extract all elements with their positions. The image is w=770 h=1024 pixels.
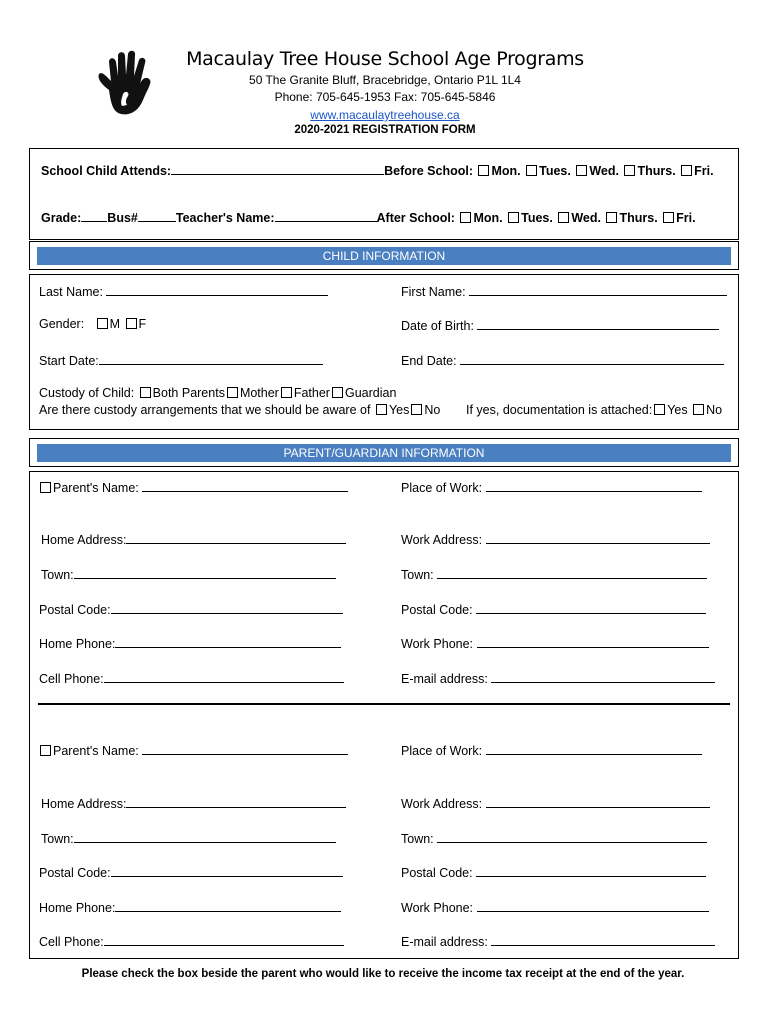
work-town-label: Town: (401, 568, 434, 582)
parent1-work-address-field[interactable] (486, 531, 710, 544)
parent2-postal-code-field[interactable] (111, 864, 343, 877)
after-wed-checkbox[interactable] (558, 212, 569, 223)
parent1-town-field[interactable] (74, 566, 336, 579)
after-school-label: After School: (376, 211, 455, 225)
grade-row (41, 209, 696, 225)
parent-divider (38, 703, 730, 705)
town-label: Town: (41, 568, 74, 582)
cell-phone-label: Cell Phone: (39, 935, 104, 949)
custody-guardian-checkbox[interactable] (332, 387, 343, 398)
custody-both-checkbox[interactable] (140, 387, 151, 398)
parent2-name-field[interactable] (142, 742, 348, 755)
home-address-label: Home Address: (41, 797, 127, 811)
parent2-work-town-field[interactable] (437, 830, 707, 843)
place-of-work-label: Place of Work: (401, 481, 483, 495)
end-date-field[interactable] (460, 352, 724, 365)
child-section-title: CHILD INFORMATION (37, 247, 731, 265)
home-phone-label: Home Phone: (39, 901, 116, 915)
after-tues-checkbox[interactable] (508, 212, 519, 223)
day-label: Tues. (539, 164, 571, 178)
end-date-label: End Date: (401, 354, 457, 368)
before-wed-checkbox[interactable] (576, 165, 587, 176)
school-row (41, 162, 714, 178)
postal-code-label: Postal Code: (39, 866, 111, 880)
work-address-label: Work Address: (401, 533, 483, 547)
dob-label: Date of Birth: (401, 319, 474, 333)
work-address-label: Work Address: (401, 797, 483, 811)
school-attends-label: School Child Attends: (41, 164, 172, 178)
email-label: E-mail address: (401, 935, 488, 949)
parent-name-label: Parent's Name: (53, 744, 139, 758)
parent1-email-field[interactable] (491, 670, 715, 683)
start-date-field[interactable] (99, 352, 323, 365)
place-of-work-label: Place of Work: (401, 744, 483, 758)
yes-label: Yes (388, 403, 410, 417)
custody-option-label: Father (293, 386, 330, 400)
work-postal-code-label: Postal Code: (401, 866, 473, 880)
parent1-work-postal-code-field[interactable] (476, 601, 706, 614)
parent2-town-field[interactable] (74, 830, 336, 843)
parent-name-label: Parent's Name: (53, 481, 139, 495)
postal-code-label: Postal Code: (39, 603, 111, 617)
parent2-tax-receipt-checkbox[interactable] (40, 745, 51, 756)
parent2-email-field[interactable] (491, 933, 715, 946)
after-mon-checkbox[interactable] (460, 212, 471, 223)
dob-field[interactable] (477, 317, 719, 330)
town-label: Town: (41, 832, 74, 846)
before-tues-checkbox[interactable] (526, 165, 537, 176)
gender-f-checkbox[interactable] (126, 318, 137, 329)
start-date-label: Start Date: (39, 354, 99, 368)
custody-father-checkbox[interactable] (281, 387, 292, 398)
parent1-work-town-field[interactable] (437, 566, 707, 579)
home-phone-label: Home Phone: (39, 637, 116, 651)
custody-label: Custody of Child: (39, 386, 135, 400)
before-school-label: Before School: (384, 164, 473, 178)
work-phone-label: Work Phone: (401, 637, 474, 651)
day-label: Mon. (473, 211, 503, 225)
teacher-label: Teacher's Name: (175, 211, 275, 225)
organization-title: Macaulay Tree House School Age Programs (186, 48, 584, 70)
teacher-field[interactable] (275, 209, 377, 222)
gender-label: Gender: (39, 317, 85, 331)
bus-label: Bus# (107, 211, 138, 225)
cell-phone-label: Cell Phone: (39, 672, 104, 686)
grade-field[interactable] (81, 209, 107, 222)
gender-f-label: F (138, 317, 147, 331)
parent-section-title: PARENT/GUARDIAN INFORMATION (37, 444, 731, 462)
before-mon-checkbox[interactable] (478, 165, 489, 176)
phone-fax: Phone: 705-645-1953 Fax: 705-645-5846 (274, 90, 496, 104)
email-label: E-mail address: (401, 672, 488, 686)
yes-label: Yes (667, 403, 688, 417)
parent2-place-of-work-field[interactable] (486, 742, 702, 755)
after-fri-checkbox[interactable] (663, 212, 674, 223)
arrangements-label: Are there custody arrangements that we should be aware of (39, 403, 371, 417)
day-label: Fri. (676, 211, 696, 225)
parent1-place-of-work-field[interactable] (486, 479, 702, 492)
parent1-tax-receipt-checkbox[interactable] (40, 482, 51, 493)
documentation-no-checkbox[interactable] (693, 404, 704, 415)
parent1-home-address-field[interactable] (126, 531, 346, 544)
no-label: No (706, 403, 723, 417)
last-name-field[interactable] (106, 283, 328, 296)
parent1-home-phone-field[interactable] (115, 635, 341, 648)
parent2-cell-phone-field[interactable] (104, 933, 344, 946)
custody-option-label: Guardian (344, 386, 397, 400)
day-label: Tues. (521, 211, 553, 225)
day-label: Mon. (491, 164, 521, 178)
grade-label: Grade: (41, 211, 82, 225)
work-phone-label: Work Phone: (401, 901, 474, 915)
arrangements-no-checkbox[interactable] (411, 404, 422, 415)
parent2-work-phone-field[interactable] (477, 899, 709, 912)
day-label: Wed. (589, 164, 619, 178)
parent2-work-postal-code-field[interactable] (476, 864, 706, 877)
form-name: 2020-2021 REGISTRATION FORM (294, 124, 476, 136)
day-label: Wed. (571, 211, 601, 225)
gender-m-checkbox[interactable] (97, 318, 108, 329)
documentation-label: If yes, documentation is attached: (466, 403, 653, 417)
custody-option-label: Both Parents (152, 386, 225, 400)
documentation-yes-checkbox[interactable] (654, 404, 665, 415)
footer-note: Please check the box beside the parent who would like to receive the income tax receipt at the end of the year. (81, 968, 685, 980)
work-postal-code-label: Postal Code: (401, 603, 473, 617)
after-thurs-checkbox[interactable] (606, 212, 617, 223)
parent1-postal-code-field[interactable] (111, 601, 343, 614)
arrangements-yes-checkbox[interactable] (376, 404, 387, 415)
parent1-name-field[interactable] (142, 479, 348, 492)
parent2-home-address-field[interactable] (126, 795, 346, 808)
before-thurs-checkbox[interactable] (624, 165, 635, 176)
bus-field[interactable] (138, 209, 176, 222)
website-link[interactable]: www.macaulaytreehouse.ca (310, 108, 460, 122)
before-fri-checkbox[interactable] (681, 165, 692, 176)
home-address-label: Home Address: (41, 533, 127, 547)
day-label: Thurs. (637, 164, 676, 178)
first-name-field[interactable] (469, 283, 727, 296)
gender-m-label: M (109, 317, 121, 331)
parent1-work-phone-field[interactable] (477, 635, 709, 648)
custody-option-label: Mother (239, 386, 279, 400)
no-label: No (424, 403, 441, 417)
day-label: Fri. (694, 164, 714, 178)
day-label: Thurs. (619, 211, 658, 225)
parent2-work-address-field[interactable] (486, 795, 710, 808)
work-town-label: Town: (401, 832, 434, 846)
school-attends-field[interactable] (171, 162, 384, 175)
first-name-label: First Name: (401, 285, 466, 299)
last-name-label: Last Name: (39, 285, 103, 299)
parent2-home-phone-field[interactable] (115, 899, 341, 912)
custody-mother-checkbox[interactable] (227, 387, 238, 398)
address: 50 The Granite Bluff, Bracebridge, Ontario P1L 1L4 (249, 73, 521, 87)
parent1-cell-phone-field[interactable] (104, 670, 344, 683)
